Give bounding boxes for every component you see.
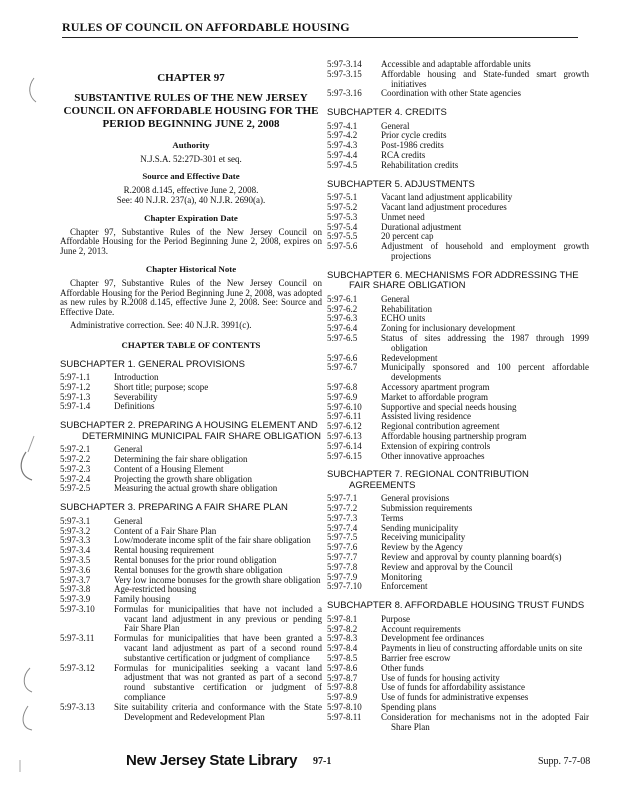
section-number: 5:97-7.4	[327, 522, 358, 533]
section-number: 5:97-3.2	[60, 525, 91, 536]
section-title: Review by the Agency	[381, 542, 463, 553]
section-title: General	[114, 444, 143, 455]
subchapter-heading: SUBCHAPTER 2. PREPARING A HOUSING ELEMENT AND DETERMINING MUNICIPAL FAIR SHARE OBLIGATION	[60, 420, 321, 442]
section-number: 5:97-4.3	[327, 140, 358, 151]
section-title: Projecting the growth share obligation	[114, 473, 252, 484]
section-title: General	[381, 120, 410, 131]
section-number: 5:97-5.1	[327, 192, 358, 203]
section-title: ECHO units	[381, 313, 426, 324]
header-rule	[62, 37, 578, 38]
supplement-date: Supp. 7-7-08	[538, 756, 591, 767]
section-number: 5:97-6.4	[327, 323, 358, 334]
right-toc	[327, 108, 589, 732]
section-title: Receiving municipality	[381, 532, 466, 543]
history-text: Chapter 97, Substantive Rules of the New Jersey Council on Affordable Housing for the Period Beginning June 2, 2008, was adopted as new rules by R.2008 d.145, effective June 2, 2008. See: Source and Effective Date.	[60, 277, 322, 318]
toc-entry	[60, 585, 322, 595]
section-number: 5:97-8.10	[327, 701, 362, 712]
toc-entry	[327, 654, 589, 664]
section-number: 5:97-3.6	[60, 564, 91, 575]
section-number: 5:97-6.3	[327, 313, 358, 324]
section-title: RCA credits	[381, 150, 426, 161]
section-number: 5:97-7.7	[327, 552, 358, 563]
section-title: Submission requirements	[381, 503, 473, 514]
section-number: 5:97-3.3	[60, 535, 91, 546]
section-title: Barrier free escrow	[381, 652, 451, 663]
section-title: Formulas for municipalities that have been granted a vacant land adjustment as part of a second round substantive certification or judgment of compliance	[114, 633, 322, 663]
section-title: Terms	[381, 512, 404, 523]
section-number: 5:97-4.4	[327, 150, 358, 161]
left-toc	[60, 360, 322, 723]
toc-entry	[60, 393, 322, 403]
section-title: Market to affordable program	[381, 391, 489, 402]
section-number: 5:97-3.7	[60, 574, 91, 585]
toc-heading: CHAPTER TABLE OF CONTENTS	[121, 339, 261, 350]
section-title: Zoning for inclusionary development	[381, 323, 516, 334]
section-number: 5:97-3.1	[60, 515, 91, 526]
section-number: 5:97-2.3	[60, 463, 91, 474]
section-number: 5:97-6.9	[327, 391, 358, 402]
section-number: 5:97-7.5	[327, 532, 358, 543]
section-title: Supportive and special needs housing	[381, 401, 517, 412]
toc-entry	[327, 70, 589, 90]
toc-entry	[327, 713, 589, 733]
toc-entry	[327, 452, 589, 462]
toc-entry	[60, 664, 322, 703]
section-title: Sending municipality	[381, 522, 459, 533]
section-title: Use of funds for housing activity	[381, 672, 500, 683]
section-number: 5:97-6.12	[327, 421, 362, 432]
section-number: 5:97-5.2	[327, 201, 358, 212]
section-number: 5:97-2.4	[60, 473, 91, 484]
section-title: Rental housing requirement	[114, 545, 214, 556]
toc-entry	[327, 305, 589, 315]
section-title: Affordable housing partnership program	[381, 430, 527, 441]
section-title: General provisions	[381, 493, 450, 504]
section-number: 5:97-6.2	[327, 303, 358, 314]
expiration-text: Chapter 97, Substantive Rules of the New Jersey Council on Affordable Housing for the Period Beginning June 2, 2008, expires on June 2, 2013.	[60, 226, 322, 257]
section-title: Severability	[114, 391, 158, 402]
section-number: 5:97-8.5	[327, 652, 358, 663]
section-number: 5:97-6.5	[327, 332, 358, 343]
toc-entry	[60, 484, 322, 494]
section-title: 20 percent cap	[381, 231, 434, 242]
section-number: 5:97-5.4	[327, 221, 358, 232]
section-number: 5:97-6.7	[327, 362, 358, 373]
authority-heading: Authority	[172, 139, 210, 150]
section-number: 5:97-2.2	[60, 454, 91, 465]
toc-entry	[327, 504, 589, 514]
section-number: 5:97-8.6	[327, 662, 358, 673]
section-number: 5:97-7.6	[327, 542, 358, 553]
running-header: RULES OF COUNCIL ON AFFORDABLE HOUSING	[62, 20, 350, 34]
section-number: 5:97-6.1	[327, 293, 358, 304]
section-number: 5:97-1.2	[60, 381, 91, 392]
section-number: 5:97-1.4	[60, 401, 91, 412]
section-number: 5:97-6.10	[327, 401, 362, 412]
library-stamp: New Jersey State Library	[126, 752, 298, 769]
toc-entry	[327, 582, 589, 592]
section-title: Rental bonuses for the growth share obligation	[114, 564, 283, 575]
toc-entry	[327, 141, 589, 151]
section-title: Review and approval by the Council	[381, 561, 513, 572]
page-footer	[0, 750, 618, 774]
expiration-heading: Chapter Expiration Date	[144, 212, 238, 223]
toc-entry	[327, 223, 589, 233]
section-number: 5:97-1.1	[60, 372, 91, 383]
authority-text: N.J.S.A. 52:27D-301 et seq.	[140, 153, 242, 164]
section-title: Short title; purpose; scope	[114, 381, 209, 392]
toc-entry	[327, 122, 589, 132]
section-number: 5:97-6.6	[327, 352, 358, 363]
section-number: 5:97-2.1	[60, 444, 91, 455]
section-number: 5:97-3.9	[60, 594, 91, 605]
toc-entry	[60, 402, 322, 412]
section-number: 5:97-8.4	[327, 643, 358, 654]
section-title: Other innovative approaches	[381, 450, 485, 461]
toc-entry	[327, 131, 589, 141]
right-column	[327, 60, 589, 732]
source-line-2: See: 40 N.J.R. 237(a), 40 N.J.R. 2690(a).	[116, 194, 266, 205]
section-title: Consideration for mechanisms not in the adopted Fair Share Plan	[381, 711, 589, 732]
section-title: Prior cycle credits	[381, 130, 447, 141]
section-number: 5:97-7.9	[327, 571, 358, 582]
toc-entry	[60, 383, 322, 393]
section-number: 5:97-5.5	[327, 231, 358, 242]
toc-entry	[327, 334, 589, 354]
toc-entry	[327, 363, 589, 383]
section-title: Status of sites addressing the 1987 through 1999 obligation	[381, 332, 589, 353]
section-title: Introduction	[114, 372, 159, 383]
section-title: Use of funds for administrative expenses	[381, 692, 529, 703]
section-title: Accessory apartment program	[381, 381, 490, 392]
section-title: Content of a Housing Element	[114, 463, 224, 474]
source-line-1: R.2008 d.145, effective June 2, 2008.	[123, 185, 259, 196]
section-number: 5:97-8.11	[327, 711, 362, 722]
chapter-number: CHAPTER 97	[157, 72, 225, 84]
subchapter-heading: SUBCHAPTER 6. MECHANISMS FOR ADDRESSING THE FAIR SHARE OBLIGATION	[327, 269, 579, 292]
section-title: Adjustment of household and employment growth projections	[381, 241, 589, 261]
section-number: 5:97-3.10	[60, 603, 95, 614]
section-title: Low/moderate income split of the fair share obligation	[114, 535, 311, 546]
section-number: 5:97-4.5	[327, 159, 358, 170]
section-number: 5:97-7.2	[327, 503, 358, 514]
history-correction: Administrative correction. See: 40 N.J.R. 3991(c).	[70, 319, 252, 330]
section-number: 5:97-3.16	[327, 88, 362, 99]
section-title: Rehabilitation	[381, 303, 432, 314]
section-title: Assisted living residence	[381, 411, 471, 422]
section-title: Accessible and adaptable affordable units	[381, 59, 531, 69]
section-title: Account requirements	[381, 623, 461, 634]
section-number: 5:97-8.7	[327, 672, 358, 683]
section-title: Rehabilitation credits	[381, 159, 459, 170]
section-title: Payments in lieu of constructing affordable units on site	[381, 643, 583, 654]
toc-entry	[327, 203, 589, 213]
chapter-title: SUBSTANTIVE RULES OF THE NEW JERSEY COUNCIL ON AFFORDABLE HOUSING FOR THE PERIOD BEGINNING JUNE 2, 2008	[63, 91, 319, 130]
section-title: Extension of expiring controls	[381, 440, 491, 451]
section-title: Very low income bonuses for the growth share obligation	[114, 574, 321, 585]
section-title: Family housing	[114, 594, 171, 605]
section-number: 5:97-6.13	[327, 430, 362, 441]
section-title: Review and approval by county planning board(s)	[381, 552, 562, 563]
section-title: Development fee ordinances	[381, 633, 484, 644]
section-number: 5:97-6.14	[327, 440, 362, 451]
section-number: 5:97-6.15	[327, 450, 362, 461]
left-column	[60, 60, 322, 722]
section-title: Regional contribution agreement	[381, 421, 500, 432]
section-number: 5:97-7.3	[327, 512, 358, 523]
section-title: Definitions	[114, 401, 155, 412]
scan-margin-marks	[14, 72, 54, 772]
section-number: 5:97-6.11	[327, 411, 362, 422]
section-title: Formulas for municipalities seeking a vacant land adjustment that was not granted as part of a second round substantive certification or judgment of compliance	[114, 662, 322, 703]
section-number: 5:97-4.2	[327, 130, 358, 141]
subchapter-heading: SUBCHAPTER 3. PREPARING A FAIR SHARE PLAN	[60, 502, 288, 514]
section-title: Age-restricted housing	[114, 584, 197, 595]
toc-entry	[327, 693, 589, 703]
section-title: Municipally sponsored and 100 percent affordable developments	[381, 362, 589, 383]
toc-entry	[327, 644, 589, 654]
toc-entry	[327, 573, 589, 583]
section-number: 5:97-3.11	[60, 633, 95, 644]
section-number: 5:97-1.3	[60, 391, 91, 402]
section-number: 5:97-3.14	[327, 59, 362, 69]
subchapter-heading: SUBCHAPTER 1. GENERAL PROVISIONS	[60, 358, 245, 370]
section-title: Post-1986 credits	[381, 140, 444, 151]
section-title: Monitoring	[381, 571, 423, 582]
section-title: Other funds	[381, 662, 424, 673]
section-number: 5:97-2.5	[60, 483, 91, 494]
section-number: 5:97-7.1	[327, 493, 358, 504]
section-number: 5:97-4.1	[327, 120, 358, 131]
section-title: Site suitability criteria and conformance with the State Development and Redevelopment Plan	[114, 701, 322, 722]
toc-entry	[327, 563, 589, 573]
toc-entry	[60, 634, 322, 663]
section-number: 5:97-3.12	[60, 662, 95, 673]
section-number: 5:97-8.3	[327, 633, 358, 644]
section-number: 5:97-3.13	[60, 701, 95, 712]
section-number: 5:97-3.15	[327, 68, 362, 79]
section-number: 5:97-5.6	[327, 241, 358, 252]
toc-entry	[327, 514, 589, 524]
section-title: Redevelopment	[381, 352, 438, 363]
section-title: Content of a Fair Share Plan	[114, 525, 217, 536]
section-number: 5:97-8.1	[327, 613, 358, 624]
history-heading: Chapter Historical Note	[145, 263, 237, 274]
section-number: 5:97-7.10	[327, 581, 362, 592]
section-number: 5:97-8.9	[327, 692, 358, 703]
section-title: Vacant land adjustment applicability	[381, 192, 513, 203]
section-title: Use of funds for affordability assistance	[381, 682, 526, 693]
toc-entry	[60, 703, 322, 723]
source-heading: Source and Effective Date	[142, 171, 240, 182]
section-title: Enforcement	[381, 581, 428, 592]
section-title: Durational adjustment	[381, 221, 462, 232]
section-title: Purpose	[381, 613, 410, 624]
section-number: 5:97-3.8	[60, 584, 91, 595]
section-number: 5:97-3.5	[60, 554, 91, 565]
section-title: Measuring the actual growth share obligation	[114, 483, 278, 494]
subchapter-heading: SUBCHAPTER 5. ADJUSTMENTS	[327, 178, 475, 190]
toc-entry	[327, 242, 589, 262]
section-title: Unmet need	[381, 211, 425, 222]
section-title: General	[381, 293, 410, 304]
page-number: 97-1	[313, 756, 332, 767]
toc-entry	[327, 161, 589, 171]
toc-entry	[327, 151, 589, 161]
section-title: Formulas for municipalities that have not included a vacant land adjustment in any previous or pending Fair Share Plan	[114, 603, 322, 634]
section-title: Vacant land adjustment procedures	[381, 201, 507, 212]
toc-entry	[327, 295, 589, 305]
subchapter-heading: SUBCHAPTER 7. REGIONAL CONTRIBUTION AGREEMENTS	[327, 469, 529, 491]
section-number: 5:97-8.8	[327, 682, 358, 693]
right-toc-continued	[327, 60, 589, 99]
section-number: 5:97-8.2	[327, 623, 358, 634]
section-title: Coordination with other State agencies	[381, 88, 521, 99]
section-title: Affordable housing and State-funded smart growth initiatives	[381, 68, 589, 89]
section-number: 5:97-6.8	[327, 381, 358, 392]
section-title: Rental bonuses for the prior round obligation	[114, 554, 277, 565]
section-title: Spending plans	[381, 701, 437, 712]
subchapter-heading: SUBCHAPTER 4. CREDITS	[327, 107, 447, 119]
section-title: Determining the fair share obligation	[114, 454, 248, 465]
section-number: 5:97-3.4	[60, 545, 91, 556]
section-title: General	[114, 515, 143, 526]
section-number: 5:97-7.8	[327, 561, 358, 572]
toc-entry	[327, 89, 589, 99]
section-number: 5:97-5.3	[327, 211, 358, 222]
subchapter-heading: SUBCHAPTER 8. AFFORDABLE HOUSING TRUST FUNDS	[327, 600, 585, 612]
toc-entry	[60, 605, 322, 634]
